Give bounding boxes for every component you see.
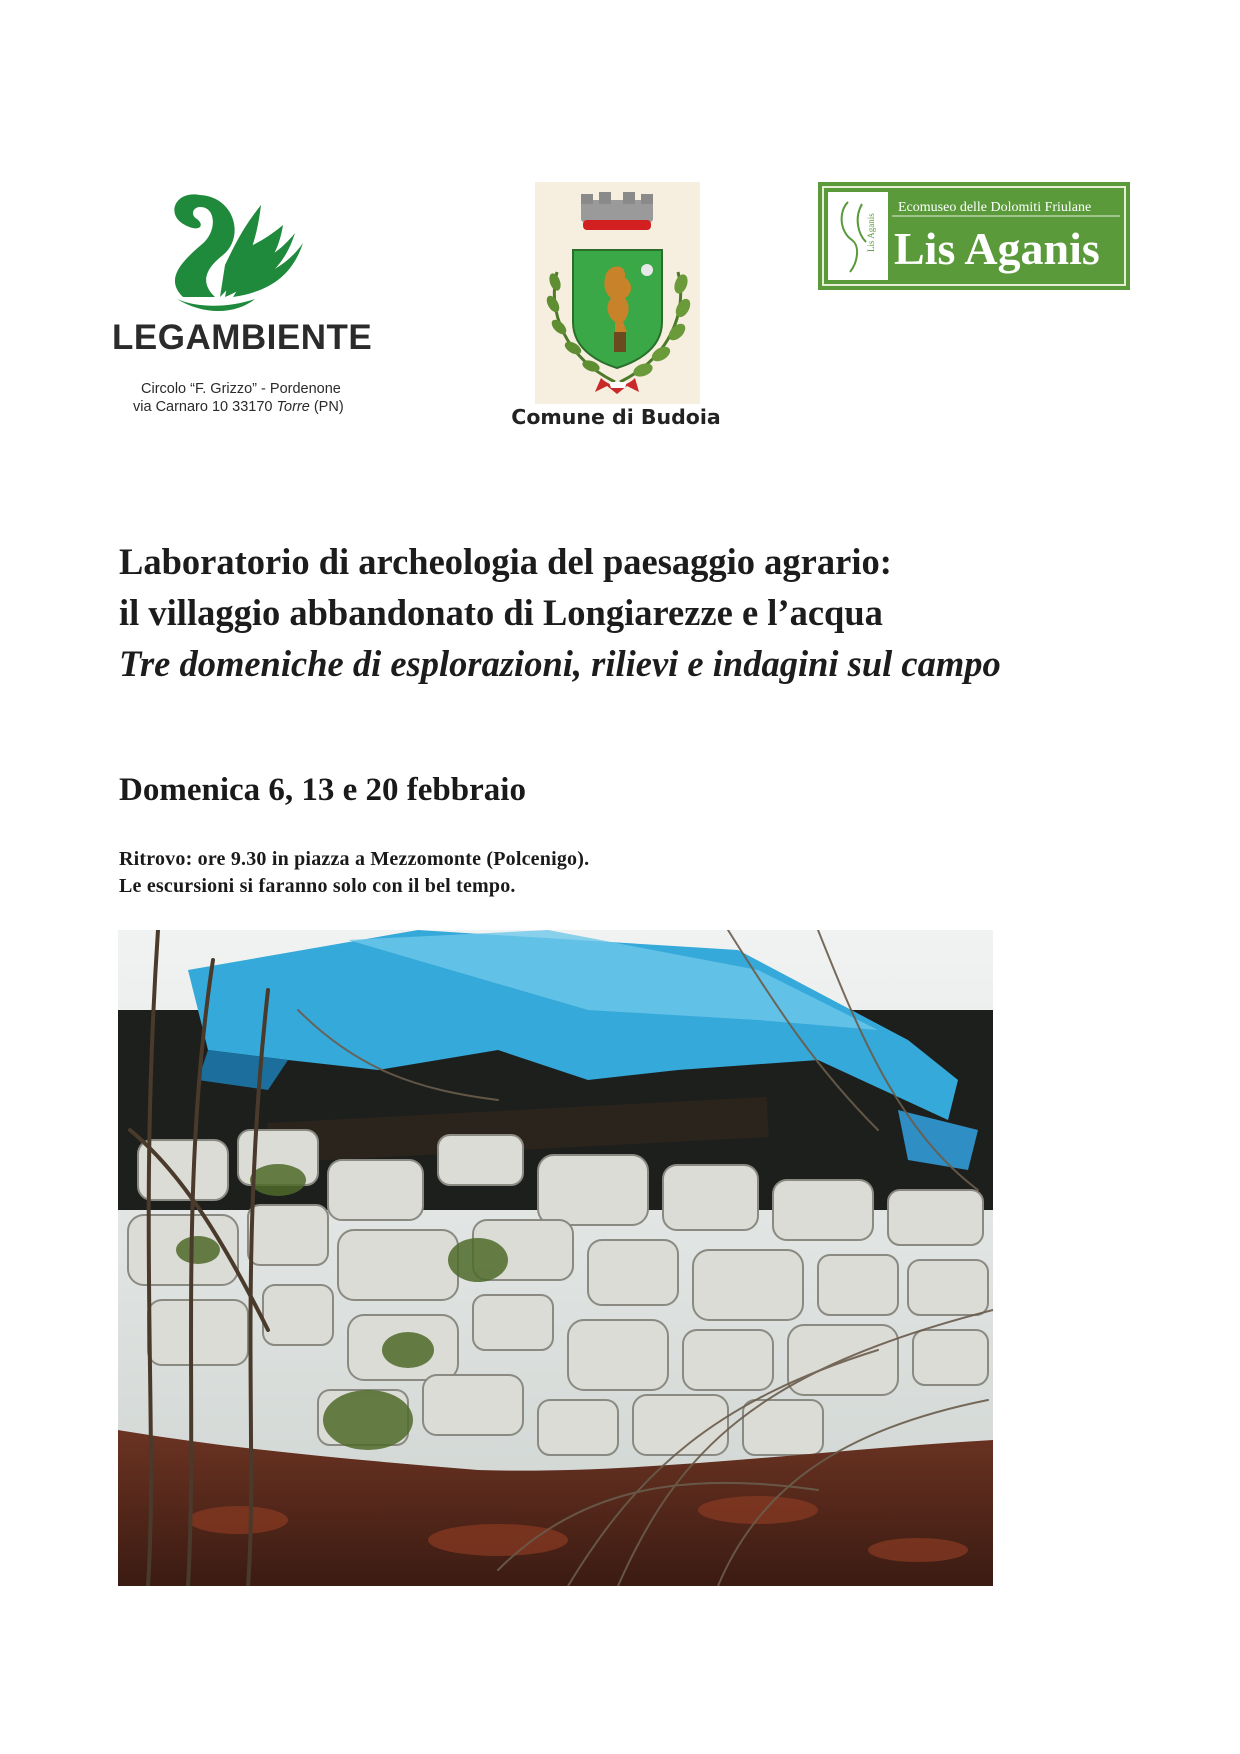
comune-di-budoia-label: Comune di Budoia: [511, 405, 721, 429]
stone-wall-photo: [118, 930, 993, 1586]
event-title-line1: Laboratorio di archeologia del paesaggio agrario:: [119, 541, 892, 582]
aganis-title: Lis Aganis: [894, 223, 1100, 274]
meeting-info: [119, 846, 589, 900]
aganis-subtitle: Ecomuseo delle Dolomiti Friulane: [898, 200, 1092, 215]
meeting-point: Ritrovo: ore 9.30 in piazza a Mezzomonte (Polcenigo).: [119, 848, 590, 870]
aganis-vertical-mark: Lis Aganis: [866, 213, 876, 252]
circolo-name: Circolo “F. Grizzo” - Pordenone: [141, 381, 341, 397]
legambiente-wordmark: LEGAMBIENTE: [112, 318, 373, 357]
lis-aganis-logo: [818, 182, 1130, 290]
circolo-address: via Carnaro 10 33170 Torre (PN): [133, 399, 344, 415]
weather-note: Le escursioni si faranno solo con il bel tempo.: [119, 875, 516, 897]
budoia-coat-of-arms: [535, 182, 700, 404]
event-title-line2: il villaggio abbandonato di Longiarezze e l’acqua: [119, 592, 883, 633]
event-title: [119, 536, 1129, 638]
event-dates: Domenica 6, 13 e 20 febbraio: [119, 772, 526, 808]
event-subtitle: Tre domeniche di esplorazioni, rilievi e indagini sul campo: [119, 643, 1001, 684]
